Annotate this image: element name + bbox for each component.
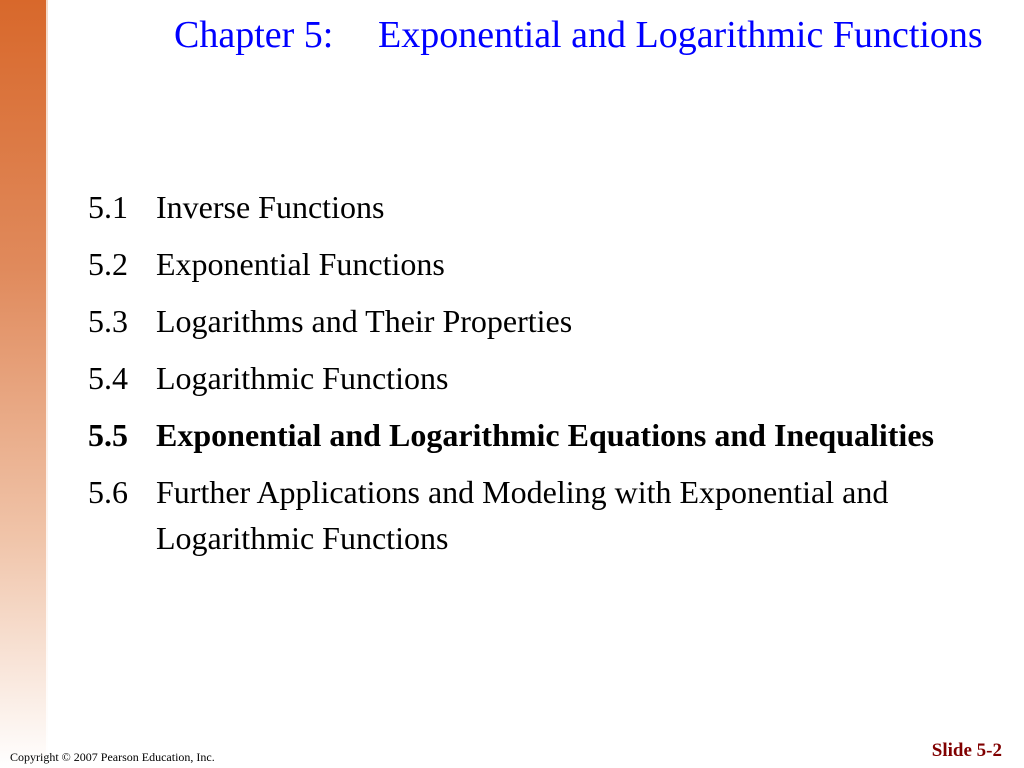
section-label: Exponential and Logarithmic Equations and Inequalities (156, 417, 934, 453)
section-number: 5.4 (88, 360, 128, 396)
section-label: Exponential Functions (156, 246, 445, 282)
section-number: 5.3 (88, 303, 128, 339)
section-list (88, 184, 968, 572)
section-item-5-1 (88, 184, 968, 230)
slide-number: Slide 5-2 (931, 740, 1002, 761)
section-item-5-4 (88, 355, 968, 401)
title-chapter-name: Exponential and Logarithmic Functions (378, 14, 983, 56)
section-label: Inverse Functions (156, 189, 385, 225)
section-number: 5.6 (88, 474, 128, 510)
slide-title (174, 12, 994, 58)
sidebar-edge (46, 0, 48, 768)
section-label: Logarithms and Their Properties (156, 303, 573, 339)
copyright-notice: Copyright © 2007 Pearson Education, Inc. (10, 750, 215, 764)
section-number: 5.2 (88, 246, 128, 282)
section-item-5-2 (88, 241, 968, 287)
section-item-5-6 (88, 469, 968, 561)
title-chapter-prefix: Chapter 5: (174, 14, 334, 56)
section-number: 5.5 (88, 417, 128, 453)
section-label: Further Applications and Modeling with Exponential and Logarithmic Functions (156, 474, 889, 556)
section-label: Logarithmic Functions (156, 360, 449, 396)
section-item-5-3 (88, 298, 968, 344)
section-item-5-5-current (88, 412, 968, 458)
sidebar-gradient-bar (0, 0, 46, 768)
section-number: 5.1 (88, 189, 128, 225)
